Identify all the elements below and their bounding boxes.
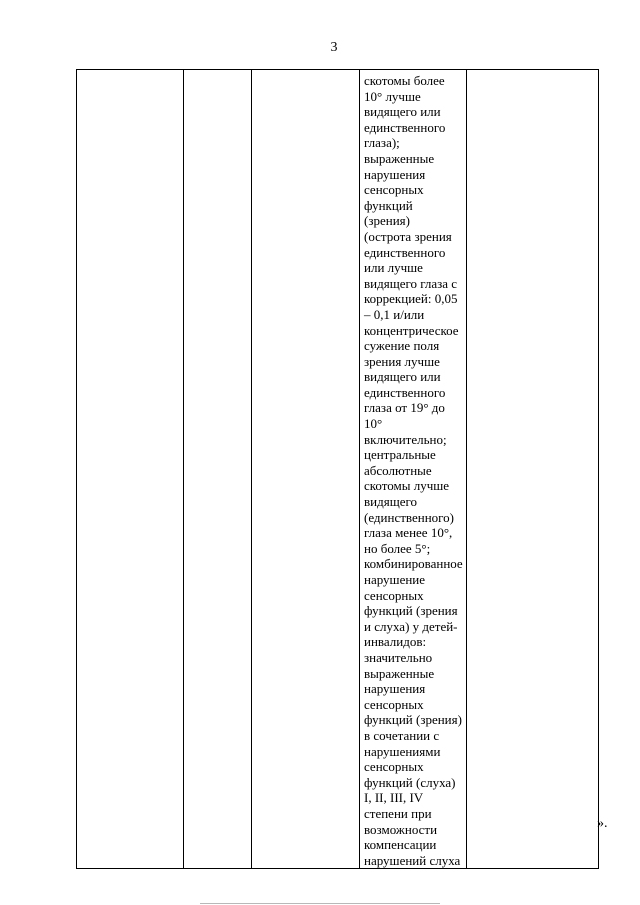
table-cell-col-5 [467,70,599,869]
table-cell-col-3 [252,70,360,869]
table-cell-col-4 [360,70,467,869]
footer-rule [200,903,440,904]
requirements-table [76,69,599,869]
page-number: 3 [330,40,338,55]
table-cell-col-1 [77,70,184,869]
closing-quote-mark: ». [597,816,608,831]
table-cell-col-2 [184,70,252,869]
impairment-criteria-text: скотомы более 10° лучше видящего или единственного глаза); выраженные нарушения сенсорных функций (зрения) (острота зрения единственного или лучше видящего глаза с коррекцией: 0,05 – 0,1 и/или концентрическое сужение поля зрения лучше видящего или единственного глаза от 19° до 10° включительно; центральные абсолютные скотомы лучше видящего (единственного) глаза менее 10°, но более 5°; комбинированное нарушение сенсорных функций (зрения и слуха) у детей- инвалидов: значительно выраженные нарушения сенсорных функций (зрения) в сочетании с нарушениями сенсорных функций (слуха) I, II, III, IV степени при возможности компенсации нарушений слуха [364,73,463,868]
table-row [77,70,599,869]
